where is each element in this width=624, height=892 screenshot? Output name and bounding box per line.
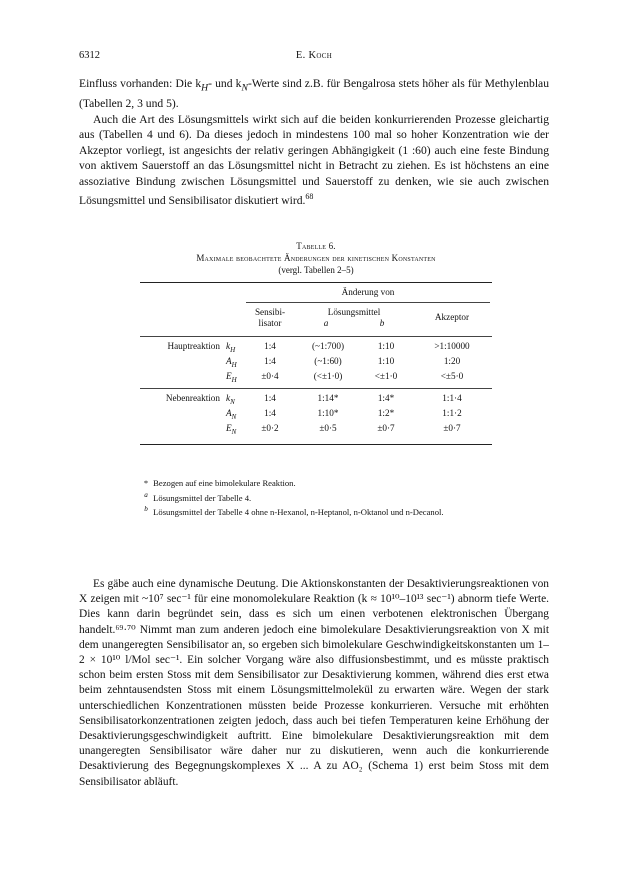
table-cell: 1:1·2 bbox=[442, 407, 462, 418]
table-cell: 1:20 bbox=[443, 355, 461, 366]
table-6 bbox=[140, 240, 492, 445]
col-header-b: b bbox=[379, 318, 385, 328]
footnote: * Bezogen auf eine bimolekulare Reaktion. bbox=[143, 478, 296, 488]
table-cell: ±0·7 bbox=[360, 423, 412, 444]
row-label bbox=[140, 423, 226, 444]
table-cell: 1:4* bbox=[360, 388, 412, 408]
table-cell: 1:4 bbox=[264, 355, 276, 366]
col-header-sensibilisator: Sensibi- lisator bbox=[254, 306, 286, 328]
footnote: $^a$ Lösungsmittel der Tabelle 4. bbox=[144, 490, 252, 503]
table-cell: 1:4 bbox=[244, 388, 296, 408]
row-symbol: $E_H$ bbox=[226, 371, 237, 384]
paragraph-2: Auch die Art des Lösungsmittels wirkt sich auf die beiden konkurrierenden Prozesse gleichartig aus (Tabellen 4 und 6). Da dieses jedoch in mindestens 100 mal so hoher Konzentration wie der Akzeptor vorliegt, ist angesichts der relativ geringen Abhängigkeit (1 :60) auch eine feste Bindung von aktivem Sauerstoff an das Lösungsmittel nicht in Betracht zu ziehen. Es ist höchstens an eine assoziative Bindung zwischen Lösungsmittel und Sauerstoff zu denken, wie sie auch zwischen Lösungsmittel und Sensibilisator diskutiert wird.$^{68}$ bbox=[79, 112, 549, 208]
row-label bbox=[140, 408, 226, 423]
table-cell: (~1:60) bbox=[314, 355, 342, 366]
row-symbol: $E_N$ bbox=[226, 423, 244, 444]
row-label bbox=[140, 356, 226, 371]
table-label: Tabelle 6. bbox=[296, 241, 336, 251]
col-header-loesungsmittel: Lösungsmittel a b bbox=[323, 306, 385, 328]
row-label bbox=[140, 371, 226, 388]
table-cell: (~1:700) bbox=[296, 336, 360, 356]
table-cell: 1:14* bbox=[296, 388, 360, 408]
row-symbol: $k_H$ bbox=[226, 336, 244, 356]
row-symbol: $A_H$ bbox=[226, 355, 237, 369]
table-cell: 1:10* bbox=[317, 407, 339, 418]
body-text-bottom bbox=[79, 577, 549, 790]
col-header-akzeptor: Akzeptor bbox=[434, 311, 470, 322]
footnote: $^b$ Lösungsmittel der Tabelle 4 ohne n-Hexanol, n-Heptanol, n-Oktanol und n-Decanol. bbox=[144, 504, 444, 517]
table-cell: <±5·0 bbox=[440, 371, 464, 382]
page-number: 6312 bbox=[79, 50, 100, 61]
table-cell: 1:4 bbox=[264, 407, 276, 418]
table-title: Maximale beobachtete Änderungen der kinetischen Konstanten bbox=[196, 253, 436, 263]
table-cell: 1:10 bbox=[377, 355, 395, 366]
table-footnotes bbox=[141, 478, 501, 518]
row-label: Nebenreaktion bbox=[140, 388, 226, 408]
footnote-ref: 68 bbox=[305, 192, 314, 202]
group-header: Änderung von bbox=[246, 287, 490, 303]
table-cell: ±0·2 bbox=[244, 423, 296, 444]
table-cell: 1:1·4 bbox=[412, 388, 492, 408]
kinetic-constants-table bbox=[140, 282, 492, 445]
table-cell: 1:2* bbox=[377, 407, 395, 418]
table-cell: >1:10000 bbox=[412, 336, 492, 356]
row-symbol: $k_N$ bbox=[226, 388, 244, 408]
table-subtitle: (vergl. Tabellen 2–5) bbox=[278, 265, 354, 275]
table-cell: ±0·4 bbox=[261, 371, 279, 382]
table-cell: ±0·5 bbox=[296, 423, 360, 444]
paragraph-3: Es gäbe auch eine dynamische Deutung. Die Aktionskonstanten der Desaktivierungsreaktionen von X zeigen mit ~10⁷ sec⁻¹ für eine monomolekulare Reaktion (k ≈ 10¹⁰–10¹³ sec⁻¹) abnorm tiefe Werte. Dies kann darin begründet sein, dass es sich um einen verbotenen elektronischen Übergang handelt.⁶⁹·⁷⁰ Nimmt man zum anderen jedoch eine bimolekulare Desaktivierungsreaktion von X mit dem unangeregten Sensibilisator an, so ergeben sich bimolekulare Geschwindigkeitskonstanten um 1–2 × 10¹⁰ l/Mol sec⁻¹. Ein solcher Vorgang wäre also diffusionsbestimmt, und es müsste praktisch schon beim ersten Stoss mit dem Sensibilisator zur Desaktivierung kommen, während dies erst etwa beim zehntausendsten Stoss mit einem Lösungsmittelmolekül zu erwarten wäre. Wegen der stark unterschiedlichen Konzentrationen müssten beide Prozesse konkurrieren. Versuche mit erhöhten Sensibilisatorkonzentrationen zeigten jedoch, dass auch bei tiefen Temperaturen keine Erhöhung der Desaktivierungsgeschwindigkeit auftritt. Eine bimolekulare Desaktivierungsreaktion mit dem unangeregten Sensibilisator wäre daher nur zu diskutieren, wenn auch die konkurrierende Desaktivierung des Begegnungskomplexes X ... A zu AO₂ (Schema 1) erst beim Stoss mit dem Sensibilisator abläuft. bbox=[79, 578, 549, 788]
table-cell: ±0·7 bbox=[412, 423, 492, 444]
row-symbol: $A_N$ bbox=[226, 407, 237, 421]
paragraph-1: Einfluss vorhanden: Die $k_H-$ und $k_N$-Werte sind z.B. für Bengalrosa stets höher als für Methylenblau (Tabellen 2, 3 und 5). bbox=[79, 77, 549, 110]
table-cell: 1:4 bbox=[244, 336, 296, 356]
running-author: E. Koch bbox=[295, 50, 333, 61]
table-cell: 1:10 bbox=[360, 336, 412, 356]
running-header bbox=[79, 50, 549, 66]
table-cell: <±1·0 bbox=[374, 371, 398, 382]
table-cell: (<±1·0) bbox=[313, 371, 343, 382]
col-header-a: a bbox=[323, 318, 329, 328]
body-text-top bbox=[79, 76, 549, 209]
row-label: Hauptreaktion bbox=[140, 336, 226, 356]
